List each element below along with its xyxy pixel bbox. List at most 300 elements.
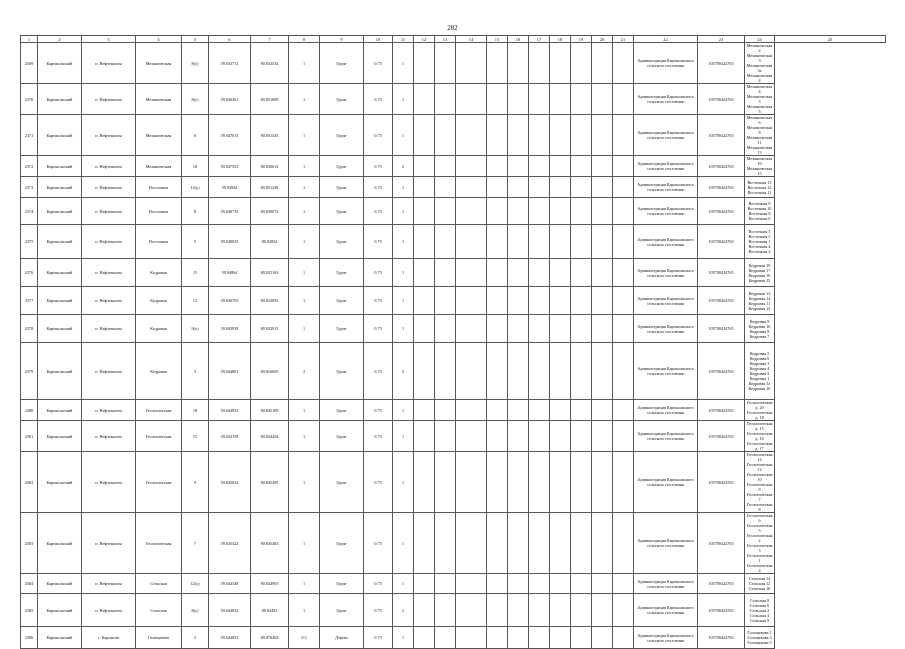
empty-cell [592,177,613,198]
address-line: Геологическая 7 [746,492,773,502]
cell-num: 2385 [21,594,38,627]
cell-inn: 105700424765 [698,225,745,259]
address-line: Восточная 3 [748,234,771,239]
table-row [21,594,886,627]
cell-lon: 80.831435 [251,115,289,156]
address-line: Кедровая 13 [748,290,771,296]
address-line: Кедровая 1а [748,381,771,386]
empty-cell [508,259,529,287]
cell-locality: п. Нефтеналом [82,115,136,156]
empty-cell [435,315,456,343]
cell-locality: п. Нефтеналом [82,156,136,177]
empty-cell [571,156,592,177]
empty-cell [592,513,613,574]
empty-cell [613,343,634,400]
cell-locality: п. Нефтеналом [82,84,136,115]
address-line: Восточная 1 [748,239,771,244]
cell-street: Кедровая [136,315,182,343]
cell-count: 1 [393,574,414,594]
cell-street: Механическая [136,156,182,177]
table-row [21,400,886,421]
cell-lat: 59.045824 [209,452,251,513]
address-line: Геологическая 4 [746,563,773,573]
cell-owner: Администрация Карпысакского сельского поселения [634,225,698,259]
column-number: 21 [613,36,634,43]
cell-surface: Грунт [320,156,364,177]
empty-cell [613,84,634,115]
cell-settlement: Карпысакский [38,156,82,177]
cell-street: Геологическая [136,400,182,421]
cell-locality: п. Нефтеналом [82,315,136,343]
cell-area: 0.75 [364,400,393,421]
cell-settlement: Карпысакский [38,452,82,513]
empty-cell [529,259,550,287]
cell-num: 2370 [21,84,38,115]
cell-inn: 105700424765 [698,259,745,287]
empty-cell [435,421,456,452]
table-row [21,343,886,400]
cell-house: 8(у) [182,43,209,84]
empty-cell [550,43,571,84]
address-line: Восточная 13 [747,179,772,185]
cell-addresses [745,225,775,259]
empty-cell [456,259,487,287]
cell-locality: п. Нефтеналом [82,43,136,84]
address-line: Кедровая 5 [749,351,770,356]
address-line: Восточная 4 [748,244,771,249]
cell-c8: 1 [289,513,320,574]
cell-surface: Грунт [320,177,364,198]
cell-owner: Администрация Карпысакского сельского поселения [634,574,698,594]
cell-c8: 1 [289,259,320,287]
empty-cell [435,452,456,513]
column-number: 15 [487,36,508,43]
table-row [21,43,886,84]
empty-cell [529,421,550,452]
empty-cell [613,156,634,177]
cell-count: 1 [393,115,414,156]
empty-cell [613,400,634,421]
cell-num: 2375 [21,225,38,259]
address-line: Механическая 11 [746,135,773,145]
empty-cell [456,627,487,649]
empty-cell [414,156,435,177]
cell-lat: 59.045939 [209,315,251,343]
cell-surface: Грунт [320,84,364,115]
empty-cell [414,259,435,287]
cell-inn: 105700424765 [698,156,745,177]
cell-lon: 80.825163 [251,259,289,287]
cell-locality: п. Нефтеналом [82,287,136,315]
cell-addresses [745,115,775,156]
column-number: 25 [775,36,886,43]
cell-area: 0.75 [364,115,393,156]
cell-surface: Грунт [320,400,364,421]
empty-cell [487,259,508,287]
address-line: Сельская 10 [748,586,771,591]
cell-count: 1 [393,177,414,198]
cell-count: 1 [393,421,414,452]
empty-cell [571,421,592,452]
empty-cell [571,115,592,156]
empty-cell [435,177,456,198]
cell-house: 12(у) [182,177,209,198]
table-row [21,315,886,343]
cell-locality: п. Нефтеналом [82,574,136,594]
empty-cell [487,594,508,627]
cell-lat: 59.047553 [209,156,251,177]
cell-num: 2376 [21,259,38,287]
cell-settlement: Карпысакский [38,315,82,343]
empty-cell [592,594,613,627]
cell-count: 1 [393,225,414,259]
empty-cell [613,574,634,594]
empty-cell [487,343,508,400]
cell-house: 7 [182,513,209,574]
cell-owner: Администрация Карпысакского сельского поселения [634,343,698,400]
empty-cell [414,513,435,574]
address-line: Кедровая 9 [749,318,770,324]
cell-area: 0.75 [364,513,393,574]
empty-cell [435,43,456,84]
cell-c8: 1 [289,287,320,315]
cell-street: Восточная [136,198,182,225]
empty-cell [456,43,487,84]
column-number: 4 [136,36,182,43]
cell-addresses [745,594,775,627]
cell-surface: Грунт [320,198,364,225]
empty-cell [550,225,571,259]
cell-owner: Администрация Карпысакского сельского поселения [634,627,698,649]
address-line: Сельская 14 [748,576,771,581]
address-line: Кедровая 15 [748,277,771,283]
empty-cell [571,343,592,400]
table-row [21,225,886,259]
empty-cell [592,84,613,115]
cell-inn: 105700424765 [698,84,745,115]
cell-locality: п. Нефтеналом [82,343,136,400]
address-line: Механическая 4 [746,73,773,83]
empty-cell [529,315,550,343]
cell-area: 0.75 [364,421,393,452]
empty-cell [456,452,487,513]
address-line: Кедровая 4 [749,366,770,371]
address-line: Геологическая 8 [746,502,773,512]
column-number: 10 [364,36,393,43]
empty-cell [456,400,487,421]
empty-cell [571,259,592,287]
cell-addresses [745,156,775,177]
cell-addresses [745,627,775,649]
address-line: Кедровая 17 [748,267,771,273]
address-line: Кедровая 19 [748,262,771,268]
empty-cell [456,287,487,315]
empty-cell [487,177,508,198]
address-line: Геологическая 1 [746,553,773,563]
cell-c8: 1 [289,452,320,513]
empty-cell [571,627,592,649]
cell-inn: 105700424765 [698,574,745,594]
cell-surface: Грунт [320,452,364,513]
empty-cell [508,156,529,177]
empty-cell [435,594,456,627]
cell-settlement: Карпысакский [38,287,82,315]
cell-area: 0.75 [364,198,393,225]
empty-cell [414,400,435,421]
cell-house: 9 [182,452,209,513]
address-line: Восточная 9 [748,201,771,206]
empty-cell [571,513,592,574]
cell-count: 1 [393,84,414,115]
address-line: Сельская 8 [749,597,770,603]
empty-cell [571,177,592,198]
address-line: Геологическая д. 18 [746,410,773,420]
cell-lat: 59.048033 [209,225,251,259]
empty-cell [414,84,435,115]
cell-owner: Администрация Карпысакского сельского поселения [634,452,698,513]
cell-house: 13 [182,287,209,315]
empty-cell [571,574,592,594]
address-line: Механическая 8 [746,125,773,135]
cell-house: 18 [182,400,209,421]
cell-street: Сельская [136,594,182,627]
empty-cell [550,421,571,452]
address-line: Геологическая 12 [746,452,773,462]
cell-c8: 1 [289,225,320,259]
cell-inn: 105700424765 [698,594,745,627]
empty-cell [487,452,508,513]
column-number: 12 [414,36,435,43]
address-line: Восточная 6 [748,216,771,221]
empty-cell [550,315,571,343]
cell-c8: 1 [289,574,320,594]
cell-settlement: Карпысакский [38,259,82,287]
column-number: 6 [209,36,251,43]
empty-cell [613,627,634,649]
address-line: Механическая 4 [746,84,773,94]
empty-cell [592,452,613,513]
cell-inn: 105700424765 [698,43,745,84]
cell-owner: Администрация Карпысакского сельского поселения [634,156,698,177]
address-line: Восточная 12 [747,184,772,190]
cell-street: Геологическая [136,452,182,513]
cell-surface: Грунт [320,574,364,594]
empty-cell [571,452,592,513]
cell-surface: Грунт [320,259,364,287]
cell-house: 8 [182,198,209,225]
cell-owner: Администрация Карпысакского сельского поселения [634,287,698,315]
empty-cell [550,400,571,421]
cell-owner: Администрация Карпысакского сельского поселения [634,115,698,156]
address-line: Механическая 13 [746,145,773,155]
cell-locality: п. Нефтеналом [82,421,136,452]
address-line: Голощекова 3 [747,635,772,640]
address-line: Сельская 12 [748,581,771,586]
cell-count: 1 [393,400,414,421]
empty-cell [508,43,529,84]
empty-cell [487,43,508,84]
cell-addresses [745,343,775,400]
cell-locality: с. Карпысак [82,627,136,649]
empty-cell [435,627,456,649]
cell-num: 2374 [21,198,38,225]
cell-c8: 1 [289,84,320,115]
page-number: 282 [447,24,458,32]
cell-street: Механическая [136,84,182,115]
table-row [21,421,886,452]
empty-cell [550,156,571,177]
cell-addresses [745,421,775,452]
empty-cell [435,115,456,156]
column-number: 9 [320,36,364,43]
empty-cell [529,156,550,177]
cell-c8: 1 [289,400,320,421]
cell-inn: 105700424765 [698,513,745,574]
column-number: 18 [550,36,571,43]
cell-lat: 59.045424 [209,513,251,574]
empty-cell [550,513,571,574]
address-line: Кедровая 8 [749,328,770,334]
cell-addresses [745,400,775,421]
column-number: 24 [745,36,775,43]
cell-street: Механическая [136,115,182,156]
cell-settlement: Карпысакский [38,343,82,400]
empty-cell [487,156,508,177]
cell-lon: 80.844264 [251,421,289,452]
address-line: Кедровая 10 [748,323,771,329]
cell-lon: 80.833534 [251,43,289,84]
cell-c8: 1 [289,177,320,198]
cell-addresses [745,43,775,84]
empty-cell [613,315,634,343]
cell-num: 2379 [21,343,38,400]
empty-cell [487,627,508,649]
table-row [21,177,886,198]
empty-cell [529,115,550,156]
table-row [21,259,886,287]
address-line: Геологическая 2 [746,533,773,543]
cell-locality: п. Нефтеналом [82,225,136,259]
cell-lat: 59.046705 [209,287,251,315]
cell-locality: п. Нефтеналом [82,594,136,627]
cell-area: 0.75 [364,43,393,84]
empty-cell [550,115,571,156]
cell-settlement: Карпысакский [38,84,82,115]
cell-settlement: Карпысакский [38,513,82,574]
cell-inn: 105700424765 [698,287,745,315]
address-line: Кедровая 16 [748,272,771,278]
empty-cell [435,225,456,259]
cell-count: 1 [393,627,414,649]
cell-addresses [745,315,775,343]
empty-cell [571,84,592,115]
cell-count: 1 [393,315,414,343]
empty-cell [613,259,634,287]
empty-cell [550,627,571,649]
empty-cell [414,115,435,156]
empty-cell [435,287,456,315]
empty-cell [435,513,456,574]
empty-cell [456,421,487,452]
cell-area: 0.75 [364,259,393,287]
cell-street: Механическая [136,43,182,84]
empty-cell [414,343,435,400]
empty-cell [592,287,613,315]
empty-cell [592,627,613,649]
cell-house: 8(у) [182,594,209,627]
empty-cell [592,259,613,287]
empty-cell [550,84,571,115]
cell-addresses [745,452,775,513]
empty-cell [529,177,550,198]
cell-surface: Дерево [320,627,364,649]
cell-num: 2383 [21,513,38,574]
column-number: 8 [289,36,320,43]
cell-c8: 1 [289,115,320,156]
address-line: Кедровая 11 [748,300,771,306]
cell-count: 1 [393,513,414,574]
empty-cell [487,115,508,156]
cell-lon: 80.845495 [251,452,289,513]
empty-cell [508,84,529,115]
cell-street: Восточная [136,225,182,259]
address-line: Механическая 5 [746,94,773,104]
cell-inn: 105700424765 [698,315,745,343]
empty-cell [613,513,634,574]
empty-cell [613,225,634,259]
empty-cell [571,287,592,315]
cell-lat: 59.044348 [209,574,251,594]
empty-cell [435,198,456,225]
cell-lat: 59.04944 [209,177,251,198]
cell-house: 5 [182,225,209,259]
cell-num: 2384 [21,574,38,594]
empty-cell [592,400,613,421]
cell-addresses [745,574,775,594]
cell-locality: п. Нефтеналом [82,259,136,287]
empty-cell [435,84,456,115]
cell-inn: 105700424765 [698,400,745,421]
empty-cell [550,259,571,287]
cell-area: 0.75 [364,225,393,259]
cell-lon: 80.831009 [251,84,289,115]
cell-owner: Администрация Карпысакского сельского поселения [634,315,698,343]
cell-num: 2381 [21,421,38,452]
cell-addresses [745,287,775,315]
address-line: Кедровая 12 [748,305,771,311]
cell-owner: Администрация Карпысакского сельского поселения [634,43,698,84]
empty-cell [456,343,487,400]
address-line: Геологическая д. 17 [746,441,773,451]
empty-cell [456,225,487,259]
empty-cell [592,43,613,84]
cell-lon: 80.82834 [251,225,289,259]
column-number: 3 [82,36,136,43]
empty-cell [414,627,435,649]
empty-cell [456,177,487,198]
cell-c8: 1 [289,156,320,177]
address-line: Восточная 8 [748,211,771,216]
empty-cell [414,315,435,343]
address-line: Кедровая 6 [749,356,770,361]
cell-inn: 105700424765 [698,627,745,649]
table-row [21,452,886,513]
cell-surface: Грунт [320,343,364,400]
empty-cell [571,400,592,421]
empty-cell [529,84,550,115]
address-line: Механическая 3а [746,63,773,73]
cell-lon: 80.830072 [251,198,289,225]
